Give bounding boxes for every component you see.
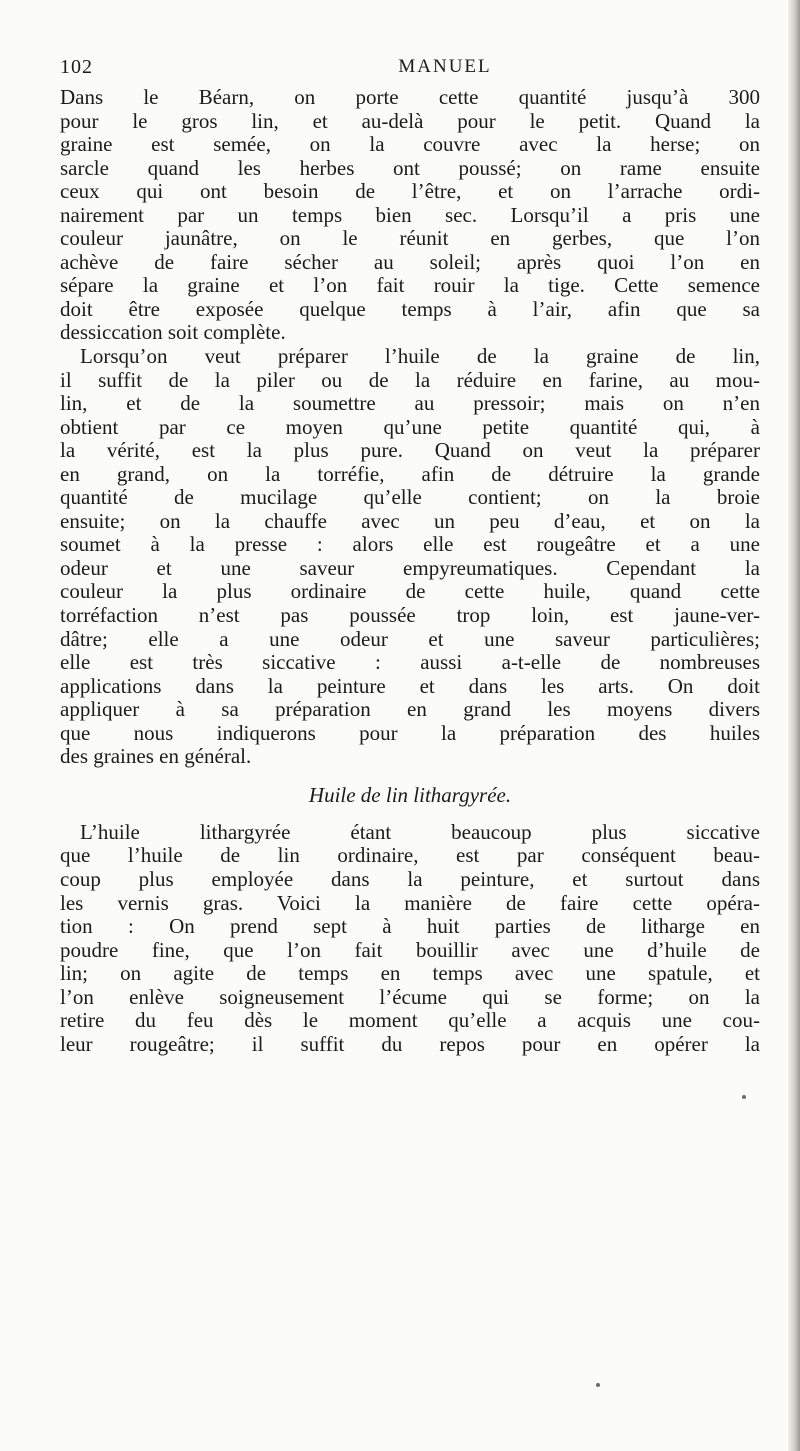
text-line: ensuite; on la chauffe avec un peu d’eau, et on la xyxy=(60,508,760,533)
running-head: MANUEL xyxy=(398,56,492,77)
text-line: coup plus employée dans la peinture, et surtout dans xyxy=(60,866,760,891)
text-line: dâtre; elle a une odeur et une saveur particulières; xyxy=(60,626,760,651)
text-line: que nous indiquerons pour la préparation des huiles xyxy=(60,720,760,745)
text-line: que l’huile de lin ordinaire, est par conséquent beau- xyxy=(60,843,760,868)
text-line: nairement par un temps bien sec. Lorsqu’il a pris une xyxy=(60,202,760,227)
text-line: lin; on agite de temps en temps avec une spatule, et xyxy=(60,961,760,986)
body-text xyxy=(60,86,760,1056)
text-line: poudre fine, que l’on fait bouillir avec une d’huile de xyxy=(60,937,760,962)
text-line: leur rougeâtre; il suffit du repos pour en opérer la xyxy=(60,1031,760,1056)
text-line: l’on enlève soigneusement l’écume qui se forme; on la xyxy=(60,984,760,1009)
text-line: en grand, on la torréfie, afin de détruire la grande xyxy=(60,461,760,486)
section-heading: Huile de lin lithargyrée. xyxy=(308,782,512,807)
text-line: les vernis gras. Voici la manière de faire cette opéra- xyxy=(60,890,760,915)
text-line: doit être exposée quelque temps à l’air, afin que sa xyxy=(60,296,760,321)
text-line: lin, et de la soumettre au pressoir; mais on n’en xyxy=(60,391,760,416)
text-line: sépare la graine et l’on fait rouir la tige. Cette semence xyxy=(60,273,760,298)
paragraph xyxy=(60,345,760,769)
text-line: odeur et une saveur empyreumatiques. Cependant la xyxy=(60,555,760,580)
text-line: quantité de mucilage qu’elle contient; on la broie xyxy=(60,485,760,510)
text-line: dessiccation soit complète. xyxy=(60,320,286,345)
page-header xyxy=(60,56,760,88)
text-line: achève de faire sécher au soleil; après quoi l’on en xyxy=(60,249,760,274)
text-line: elle est très siccative : aussi a-t-elle de nombreuses xyxy=(60,650,760,675)
text-line: pour le gros lin, et au-delà pour le petit. Quand la xyxy=(60,108,760,133)
ink-speck xyxy=(596,1383,600,1387)
page-number: 102 xyxy=(60,56,93,78)
text-line: il suffit de la piler ou de la réduire en farine, au mou- xyxy=(60,367,760,392)
text-line: obtient par ce moyen qu’une petite quantité qui, à xyxy=(60,414,760,439)
text-line: soumet à la presse : alors elle est rougeâtre et a une xyxy=(60,532,760,557)
text-line: la vérité, est la plus pure. Quand on veut la préparer xyxy=(60,438,760,463)
text-line: tion : On prend sept à huit parties de litharge en xyxy=(60,914,760,939)
text-line: applications dans la peinture et dans les arts. On doit xyxy=(60,673,760,698)
page-edge-shadow xyxy=(788,0,800,1451)
ink-speck xyxy=(742,1095,746,1099)
text-line: couleur la plus ordinaire de cette huile, quand cette xyxy=(60,579,760,604)
text-line: ceux qui ont besoin de l’être, et on l’arrache ordi- xyxy=(60,179,760,204)
paragraph xyxy=(60,86,760,345)
text-line: retire du feu dès le moment qu’elle a acquis une cou- xyxy=(60,1008,760,1033)
text-line: graine est semée, on la couvre avec la herse; on xyxy=(60,132,760,157)
text-line: appliquer à sa préparation en grand les moyens divers xyxy=(60,697,760,722)
text-line: torréfaction n’est pas poussée trop loin, est jaune-ver- xyxy=(60,603,760,628)
text-line: des graines en général. xyxy=(60,744,252,769)
paragraph xyxy=(60,821,760,1056)
text-line: L’huile lithargyrée étant beaucoup plus siccative xyxy=(80,819,760,844)
text-line: sarcle quand les herbes ont poussé; on rame ensuite xyxy=(60,155,760,180)
text-line: Dans le Béarn, on porte cette quantité jusqu’à 300 xyxy=(60,85,760,109)
text-line: couleur jaunâtre, on le réunit en gerbes, que l’on xyxy=(60,226,760,251)
text-line: Lorsqu’on veut préparer l’huile de la graine de lin, xyxy=(80,344,760,369)
